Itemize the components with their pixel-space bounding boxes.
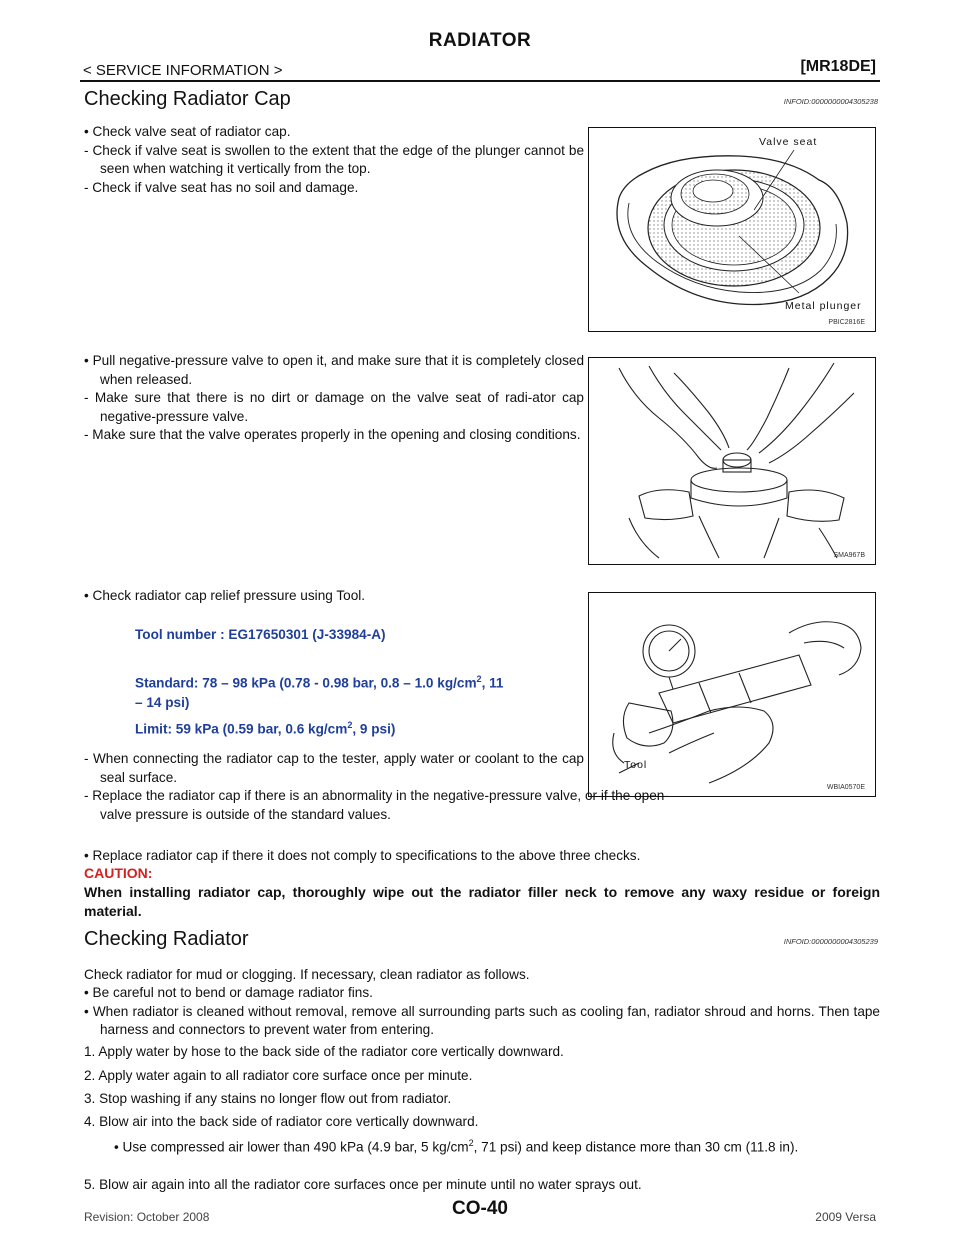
list-item: • Check valve seat of radiator cap.: [84, 124, 291, 139]
engine-model: [MR18DE]: [800, 58, 876, 75]
bullet-list: [84, 984, 880, 1040]
figure-code: WBIA0570E: [826, 784, 865, 791]
info-id: INFOID:0000000004305238: [783, 97, 878, 106]
text-block-tester-notes: [84, 750, 584, 787]
text-block-replace-cap: [84, 787, 684, 824]
valve-hands-drawing: [589, 358, 875, 564]
list-item: - Make sure that there is no dirt or damage on the valve seat of radi-ator cap negative-pressure valve.: [84, 390, 584, 424]
sub-text: • Use compressed air lower than 490 kPa (4.9 bar, 5 kg/cm: [114, 1139, 469, 1155]
label-tool: Tool: [624, 759, 648, 771]
superscript: 2: [468, 1138, 474, 1148]
text-block-valve-seat: [84, 123, 584, 197]
label-valve-seat: Valve seat: [759, 136, 818, 148]
text-replace-note: • Replace radiator cap if there it does not comply to specifications to the above three checks.: [84, 848, 641, 863]
page-number: CO-40: [452, 1198, 508, 1219]
list-item: - When connecting the radiator cap to the tester, apply water or coolant to the cap seal surface.: [84, 751, 584, 785]
figure-code: SMA967B: [833, 552, 865, 559]
step-1: 1. Apply water by hose to the back side of the radiator core vertically downward.: [84, 1044, 564, 1059]
text-block-negative-pressure: [84, 352, 584, 445]
step-2: 2. Apply water again to all radiator core surface once per minute.: [84, 1068, 473, 1083]
step-4-sub: [114, 1134, 880, 1157]
list-item: • When radiator is cleaned without removal, remove all surrounding parts such as cooling fan, radiator shroud and horns. Then tape harness and connectors to prevent water from entering.: [84, 1003, 880, 1037]
vehicle-model: 2009 Versa: [815, 1210, 876, 1224]
standard-text: , 11: [481, 675, 504, 691]
standard-text: Standard: 78 – 98 kPa (0.78 - 0.98 bar, 0.8 – 1.0 kg/cm: [135, 675, 477, 691]
superscript: 2: [476, 674, 482, 684]
list-item: - Check if valve seat is swollen to the extent that the edge of the plunger cannot be seen when watching it vertically from the top.: [84, 142, 584, 176]
header-rule: [80, 80, 880, 82]
list-item: • Be careful not to bend or damage radiator fins.: [84, 985, 373, 1000]
sub-text: , 71 psi) and keep distance more than 30 cm (11.8 in).: [473, 1139, 799, 1155]
list-item: - Replace the radiator cap if there is an abnormality in the negative-pressure valve, or if the open-valve pressure is outside of the standard values.: [84, 788, 669, 822]
figure-negative-pressure-valve: [588, 357, 876, 565]
list-item: - Check if valve seat has no soil and damage.: [84, 179, 359, 195]
limit-text: Limit: 59 kPa (0.59 bar, 0.6 kg/cm: [135, 721, 348, 737]
step-5: 5. Blow air again into all the radiator core surfaces once per minute until no water sprays out.: [84, 1177, 642, 1192]
standard-text: – 14 psi): [135, 694, 190, 710]
caution-label: CAUTION:: [84, 865, 153, 881]
label-metal-plunger: Metal plunger: [785, 300, 862, 312]
figure-radiator-cap: [588, 127, 876, 332]
section-title-radiator: Checking Radiator: [84, 928, 249, 950]
limit-text: , 9 psi): [352, 721, 396, 737]
section-title-radiator-cap: Checking Radiator Cap: [84, 88, 291, 110]
superscript: 2: [347, 720, 353, 730]
figure-cap-tester: [588, 592, 876, 797]
list-item: - Make sure that the valve operates properly in the opening and closing conditions.: [84, 427, 581, 442]
figure-code: PBIC2816E: [828, 319, 865, 326]
caution-text: When installing radiator cap, thoroughly wipe out the radiator filler neck to remove any waxy residue or foreign material.: [84, 884, 880, 919]
info-id: INFOID:0000000004305239: [783, 937, 878, 946]
text-intro: Check radiator for mud or clogging. If necessary, clean radiator as follows.: [84, 967, 530, 982]
list-item: • Pull negative-pressure valve to open it, and make sure that it is completely closed when released.: [84, 353, 584, 387]
page-title: RADIATOR: [428, 30, 532, 51]
tool-number: Tool number : EG17650301 (J-33984-A): [135, 627, 386, 642]
limit-pressure: [135, 716, 395, 739]
standard-pressure: [135, 670, 580, 712]
revision-date: Revision: October 2008: [84, 1210, 210, 1224]
step-4: 4. Blow air into the back side of radiator core vertically downward.: [84, 1114, 479, 1129]
step-3: 3. Stop washing if any stains no longer flow out from radiator.: [84, 1091, 452, 1106]
section-breadcrumb: < SERVICE INFORMATION >: [83, 62, 283, 79]
text-check-relief-pressure: • Check radiator cap relief pressure using Tool.: [84, 588, 366, 603]
